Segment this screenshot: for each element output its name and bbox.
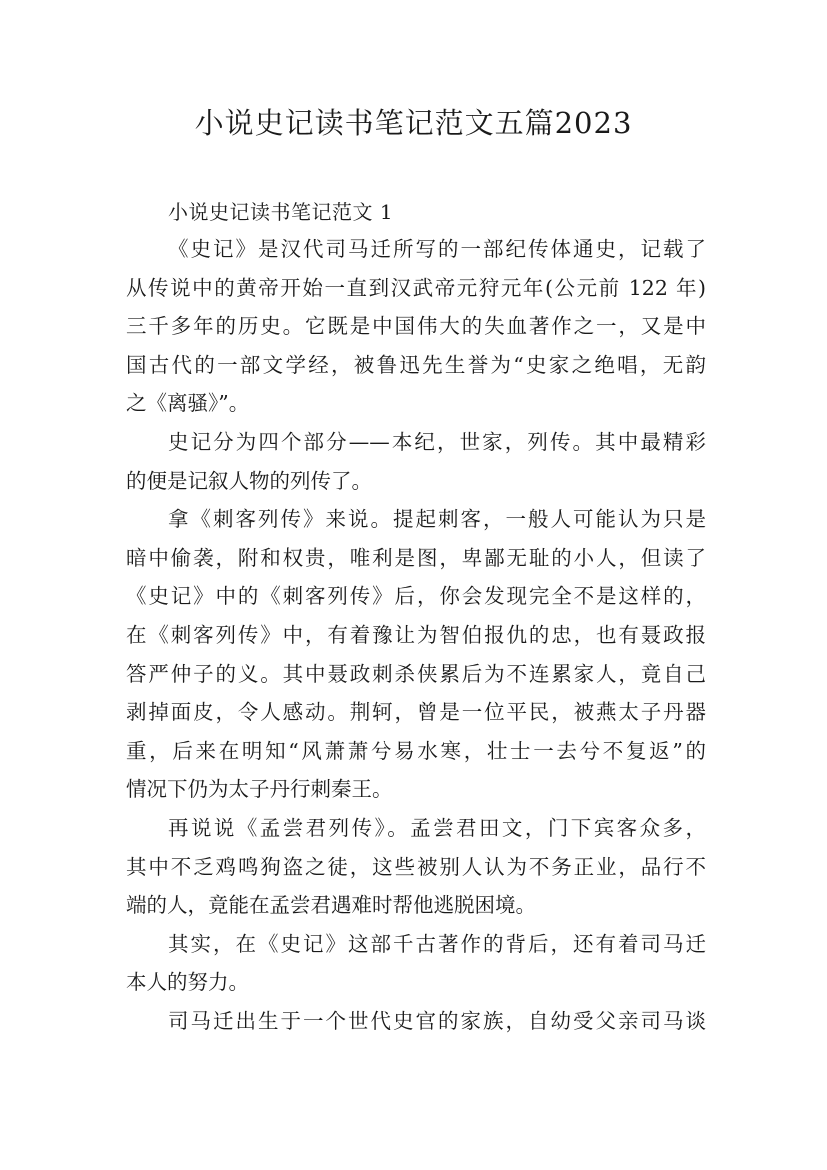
- text-line: 之《离骚》”。: [126, 391, 250, 416]
- text-line: 从传说中的黄帝开始一直到汉武帝元狩元年(公元前 122 年): [126, 275, 706, 300]
- text-line: 情况下仍为太子丹行刺秦王。: [126, 777, 393, 802]
- document-body: [126, 230, 706, 1040]
- text-line: 三千多年的历史。它既是中国伟大的失血著作之一，又是中: [126, 314, 706, 339]
- text-line: 本人的努力。: [126, 970, 249, 995]
- text-line: 暗中偷袭，附和权贵，唯利是图，卑鄙无耻的小人，但读了: [126, 545, 706, 570]
- text-line: 答严仲子的义。其中聂政刺杀侠累后为不连累家人，竟自己: [126, 661, 706, 686]
- text-line: 《史记》中的《刺客列传》后，你会发现完全不是这样的，: [126, 584, 706, 609]
- text-line: 其中不乏鸡鸣狗盗之徒，这些被别人认为不务正业，品行不: [126, 854, 706, 879]
- text-line: 司马迁出生于一个世代史官的家族，自幼受父亲司马谈: [168, 1008, 706, 1033]
- text-line: 端的人，竟能在孟尝君遇难时帮他逃脱困境。: [126, 893, 536, 918]
- text-line: 再说说《孟尝君列传》。孟尝君田文，门下宾客众多，: [168, 815, 706, 840]
- text-line: 史记分为四个部分——本纪，世家，列传。其中最精彩: [168, 429, 706, 454]
- section-heading: 小说史记读书笔记范文 1: [168, 200, 394, 224]
- text-line: 拿《刺客列传》来说。提起刺客，一般人可能认为只是: [168, 507, 706, 532]
- text-line: 剥掉面皮，令人感动。荆轲，曾是一位平民，被燕太子丹器: [126, 700, 706, 725]
- text-line: 《史记》是汉代司马迁所写的一部纪传体通史，记载了: [168, 237, 706, 261]
- text-line: 其实，在《史记》这部千古著作的背后，还有着司马迁: [168, 931, 706, 956]
- text-line: 重，后来在明知“风萧萧兮易水寒，壮士一去兮不复返”的: [126, 738, 706, 763]
- document-title: 小说史记读书笔记范文五篇2023: [194, 106, 633, 140]
- text-line: 的便是记叙人物的列传了。: [126, 468, 372, 493]
- text-line: 在《刺客列传》中，有着豫让为智伯报仇的忠，也有聂政报: [126, 622, 706, 647]
- text-line: 国古代的一部文学经，被鲁迅先生誉为“史家之绝唱，无韵: [126, 352, 706, 377]
